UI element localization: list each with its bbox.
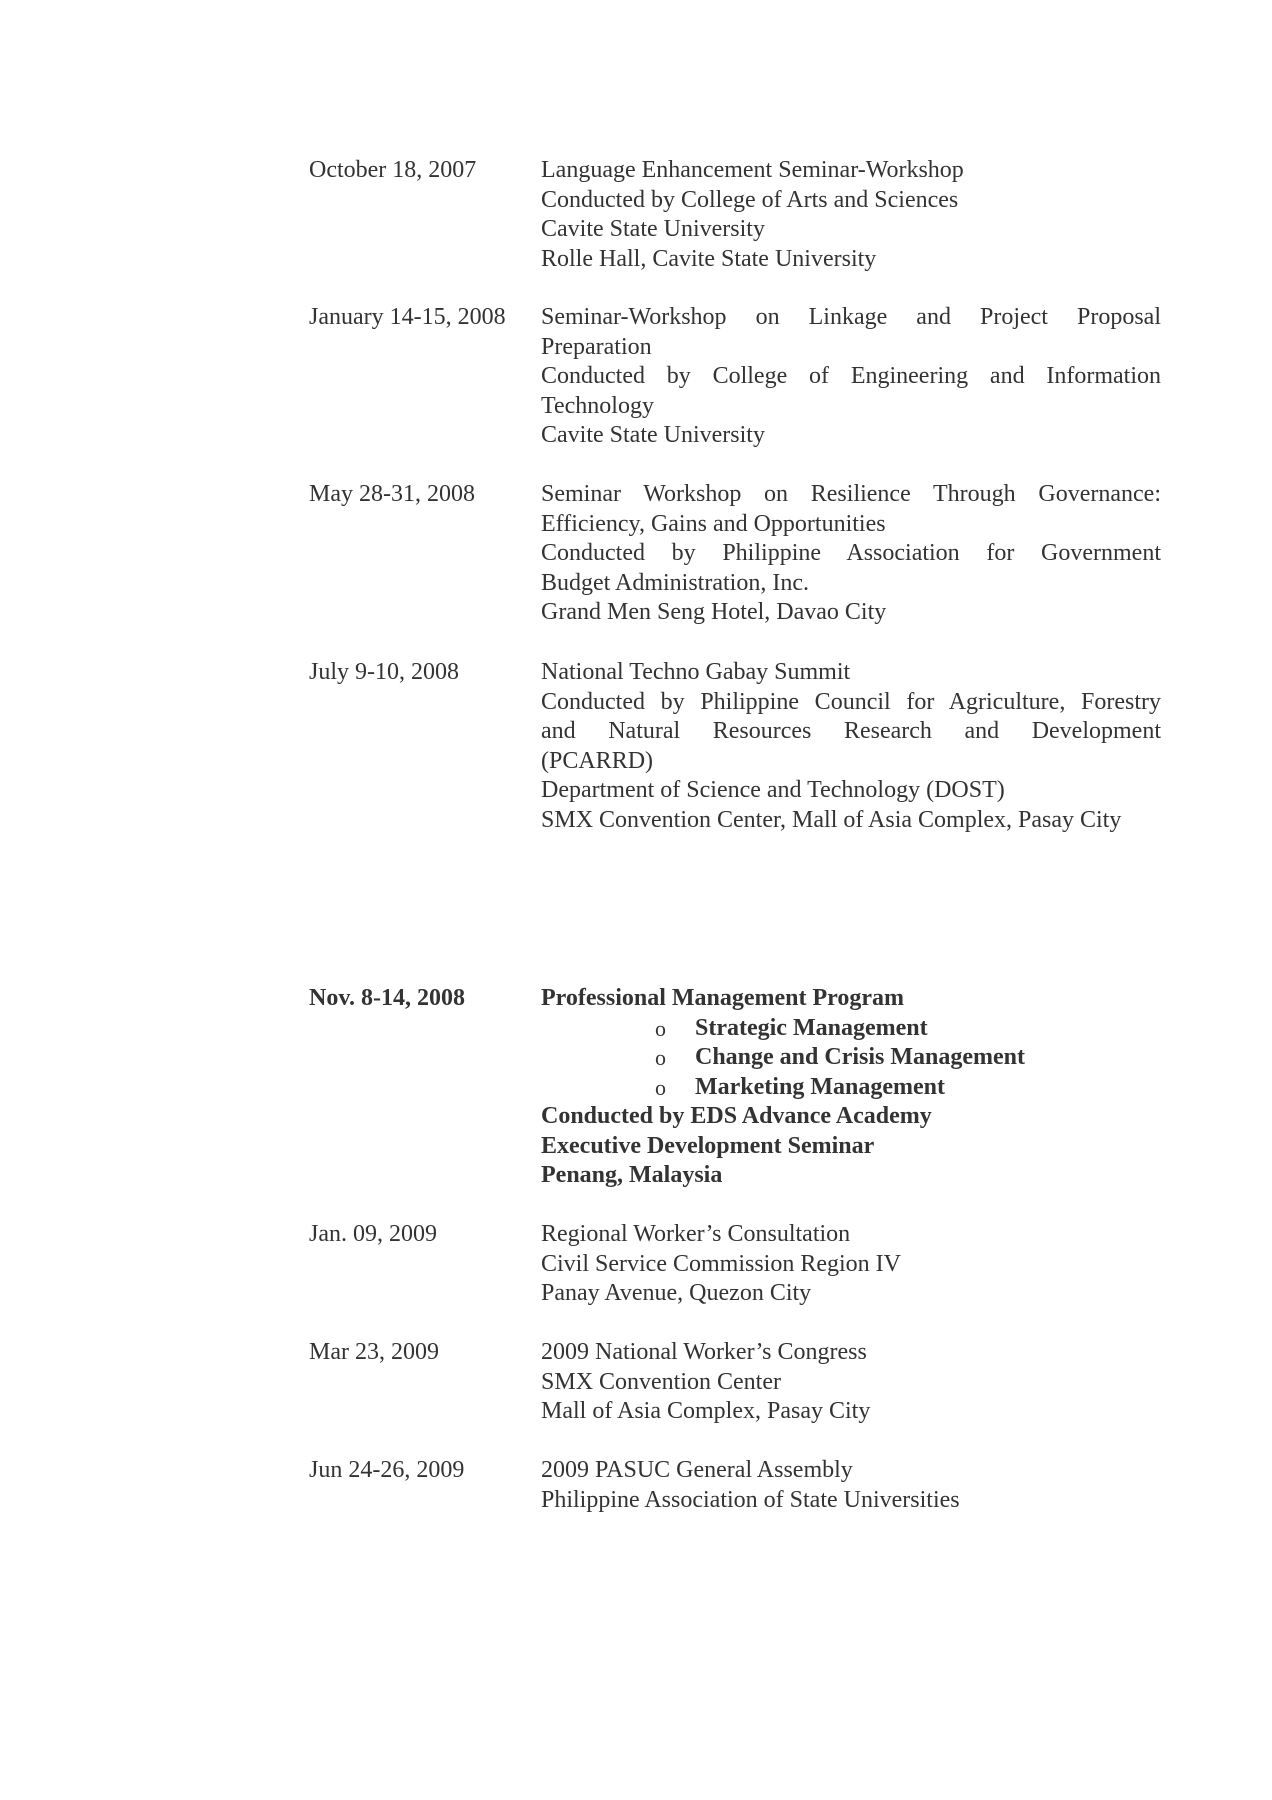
entry-line: Executive Development Seminar	[541, 1132, 875, 1159]
entry-date: July 9-10, 2008	[309, 659, 459, 685]
entry-description	[541, 303, 1161, 451]
entry-description	[541, 1220, 1161, 1309]
entry-line: Penang, Malaysia	[541, 1162, 723, 1188]
topic-label: Marketing Management	[695, 1073, 945, 1100]
entry-line: Department of Science and Technology (DOST)	[541, 777, 1005, 803]
entry-line: (PCARRD)	[541, 747, 654, 774]
hollow-bullet-icon: o	[655, 1045, 666, 1070]
entry-line: Panay Avenue, Quezon City	[541, 1280, 812, 1306]
entry-line: 2009 PASUC General Assembly	[541, 1457, 853, 1483]
entry-date: October 18, 2007	[309, 157, 477, 183]
entry-date: Jun 24-26, 2009	[309, 1457, 465, 1483]
topic-label: Change and Crisis Management	[695, 1044, 1026, 1070]
entry-line: Budget Administration, Inc.	[541, 569, 809, 596]
entry-description	[541, 658, 1161, 835]
entry-description	[541, 156, 1161, 274]
list-item	[541, 1014, 1161, 1044]
entry-line: Preparation	[541, 333, 652, 360]
entry-description	[541, 480, 1161, 628]
entry-line: Civil Service Commission Region IV	[541, 1250, 901, 1277]
entry-line: SMX Convention Center	[541, 1368, 781, 1395]
program-topics-list	[541, 1014, 1161, 1103]
entry-line: Regional Worker’s Consultation	[541, 1221, 851, 1247]
entry-line: National Techno Gabay Summit	[541, 659, 851, 685]
entry-line: Philippine Association of State Universities	[541, 1486, 960, 1513]
topic-label: Strategic Management	[695, 1014, 928, 1041]
entry-line: Conducted by Philippine Association for Government	[541, 540, 1161, 566]
list-item	[541, 1043, 1161, 1073]
program-title: Professional Management Program	[541, 985, 905, 1011]
entry-line: Efficiency, Gains and Opportunities	[541, 510, 886, 537]
entry-description	[541, 1456, 1161, 1515]
entry-description	[541, 1338, 1161, 1427]
hollow-bullet-icon: o	[655, 1074, 666, 1100]
entry-line: Cavite State University	[541, 216, 765, 242]
entry-line: SMX Convention Center, Mall of Asia Complex, Pasay City	[541, 806, 1122, 833]
entry-line: 2009 National Worker’s Congress	[541, 1339, 867, 1365]
entry-line: Cavite State University	[541, 422, 765, 448]
entry-date: Nov. 8-14, 2008	[309, 985, 465, 1011]
entry-line: Rolle Hall, Cavite State University	[541, 245, 877, 272]
entry-line: and Natural Resources Research and Development	[541, 718, 1161, 744]
entry-line: Seminar Workshop on Resilience Through Governance:	[541, 481, 1161, 507]
entry-line: Conducted by College of Arts and Sciences	[541, 186, 959, 213]
entry-line: Mall of Asia Complex, Pasay City	[541, 1398, 871, 1424]
entry-line: Language Enhancement Seminar-Workshop	[541, 157, 964, 183]
entry-line: Grand Men Seng Hotel, Davao City	[541, 599, 887, 625]
entry-date: January 14-15, 2008	[309, 304, 506, 330]
list-item	[541, 1073, 1161, 1103]
entry-line: Seminar-Workshop on Linkage and Project Proposal	[541, 304, 1161, 330]
entry-date: Mar 23, 2009	[309, 1339, 439, 1365]
entry-date: May 28-31, 2008	[309, 481, 475, 507]
entry-date: Jan. 09, 2009	[309, 1221, 437, 1247]
entry-line: Conducted by EDS Advance Academy	[541, 1103, 932, 1129]
entry-description	[541, 984, 1161, 1191]
entry-line: Technology	[541, 392, 654, 419]
entry-line: Conducted by College of Engineering and Information	[541, 363, 1161, 389]
entry-line: Conducted by Philippine Council for Agriculture, Forestry	[541, 688, 1161, 715]
hollow-bullet-icon: o	[655, 1015, 666, 1041]
